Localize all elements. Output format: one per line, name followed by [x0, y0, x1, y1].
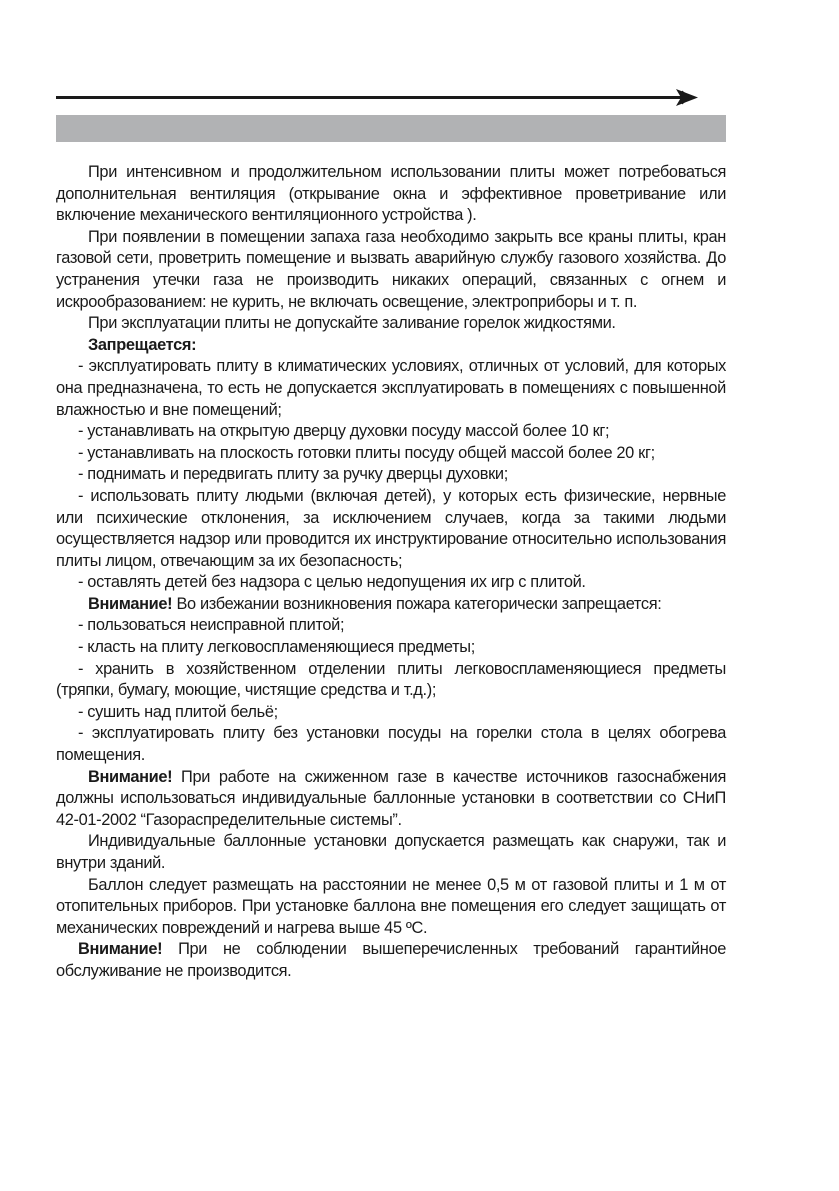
- paragraph-cylinder-distance: Баллон следует размещать на расстоянии не менее 0,5 м от газовой плиты и 1 м от отопительных приборов. При установке баллона вне помещения его следует защищать от механических повреждений и нагрева выше 45 ºС.: [56, 875, 726, 937]
- warning-text: Во избежании возникновения пожара категорически запрещается:: [172, 594, 662, 613]
- fire-item: - пользоваться неисправной плитой;: [78, 616, 345, 635]
- warning-warranty: [56, 939, 726, 982]
- paragraph-burners: При эксплуатации плиты не допускайте заливание горелок жидкостями.: [88, 314, 616, 333]
- paragraph-cylinder-placement: Индивидуальные баллонные установки допускается размещать как снаружи, так и внутри зданий.: [56, 832, 726, 872]
- warning-fire: [56, 594, 726, 616]
- fire-item: - класть на плиту легковоспламеняющиеся предметы;: [78, 638, 475, 657]
- paragraph-gas-leak: При появлении в помещении запаха газа необходимо закрыть все краны плиты, кран газовой сети, проветрить помещение и вызвать аварийную службу газового хозяйства. До устранения утечки газа не производить никаких операций, связанных с огнем и искрообразованием: не курить, не включать освещение, электроприборы и т. п.: [56, 227, 726, 311]
- header-rule-line: [56, 96, 684, 99]
- fire-item: - эксплуатировать плиту без установки посуды на горелки стола в целях обогрева помещения.: [56, 724, 726, 765]
- fire-item: - сушить над плитой бельё;: [78, 702, 278, 721]
- prohibited-item: - устанавливать на открытую дверцу духовки посуду массой более 10 кг;: [78, 422, 610, 441]
- prohibited-item: - устанавливать на плоскость готовки плиты посуду общей массой более 20 кг;: [78, 443, 655, 462]
- section-header-bar: [56, 115, 726, 142]
- warning-text: При не соблюдении вышеперечисленных требований гарантийное обслуживание не производится.: [56, 940, 726, 980]
- warning-label: Внимание!: [78, 940, 163, 959]
- prohibited-item: - эксплуатировать плиту в климатических условиях, отличных от условий, для которых она предназначена, то есть не допускается эксплуатировать в помещениях с повышенной влажностью и вне помещений;: [56, 357, 726, 419]
- prohibited-heading: Запрещается:: [88, 335, 197, 354]
- prohibited-item: - использовать плиту людьми (включая детей), у которых есть физические, нервные или психические отклонения, за исключением случаев, когда за такими людьми осуществляется надзор или проводится их инструктирование относительно использования плиты лицом, отвечающим за их безопасность;: [56, 486, 726, 570]
- document-body: [56, 162, 726, 983]
- fire-item: - хранить в хозяйственном отделении плиты легковоспламеняющиеся предметы (тряпки, бумагу, моющие, чистящие средства и т.д.);: [56, 659, 726, 700]
- warning-label: Внимание!: [88, 767, 173, 786]
- prohibited-item: - оставлять детей без надзора с целью недопущения их игр с плитой.: [78, 573, 586, 592]
- warning-lpg: [56, 767, 726, 832]
- paragraph-ventilation: При интенсивном и продолжительном использовании плиты может потребоваться дополнительная вентиляция (открывание окна и эффективное проветривание или включение механического вентиляционного устройства ).: [56, 163, 726, 225]
- right-arrow-icon: [676, 89, 698, 106]
- prohibited-item: - поднимать и передвигать плиту за ручку дверцы духовки;: [78, 465, 508, 484]
- warning-text: При работе на сжиженном газе в качестве источников газоснабжения должны использоваться индивидуальные баллонные установки в соответствии со СНиП 42-01-2002 “Газораспределительные системы”.: [56, 767, 726, 829]
- warning-label: Внимание!: [88, 594, 173, 613]
